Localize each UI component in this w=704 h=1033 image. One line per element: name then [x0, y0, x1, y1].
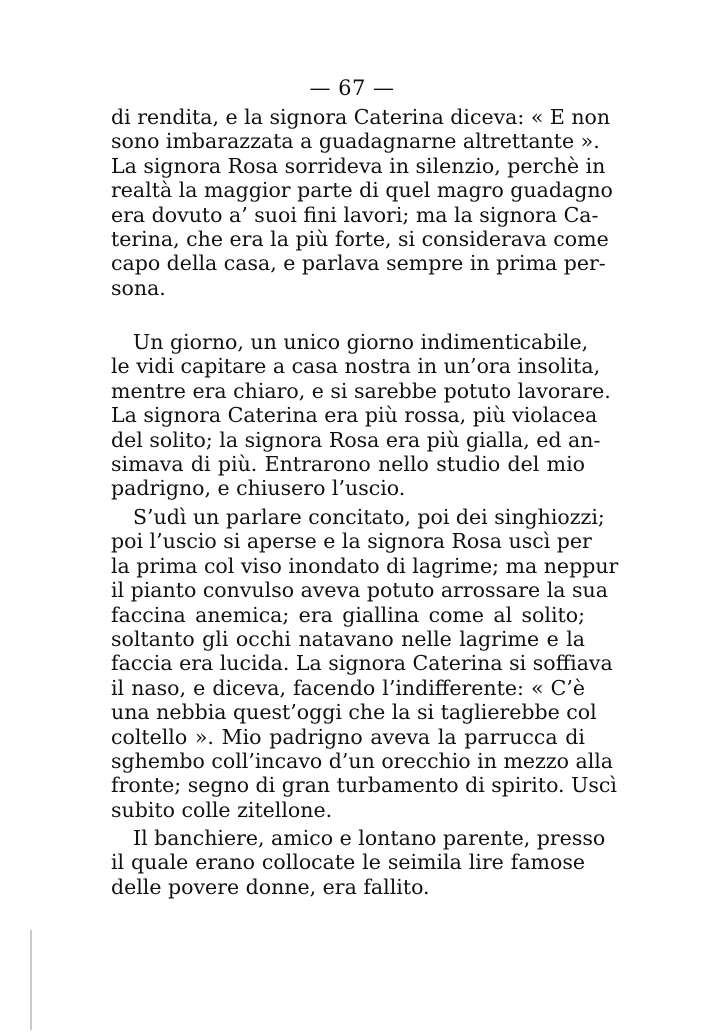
text-line: S’udì un parlare concitato, poi dei singhiozzi; [133, 505, 605, 529]
text-line: delle povere donne, era fallito. [111, 874, 430, 899]
text-line: le vidi capitare a casa nostra in un’ora insolita, [111, 354, 601, 379]
text-line: poi l’uscio si aperse e la signora Rosa uscì per [111, 529, 592, 554]
paragraph-1 [111, 105, 613, 300]
text-line: simava di più. Entrarono nello studio del mio [111, 451, 585, 476]
paragraph-4 [111, 826, 606, 899]
text-line: il quale erano collocate le seimila lire famose [111, 850, 585, 875]
text-line: Il banchiere, amico e lontano parente, presso [133, 826, 606, 850]
text-line: del solito; la signora Rosa era più gialla, ed an- [111, 427, 601, 452]
text-line: sghembo coll’incavo d’un orecchio in mezzo alla [111, 748, 614, 773]
text-line: faccina anemica; era giallina come al solito; [111, 602, 585, 627]
text-line: subito colle zitellone. [111, 797, 333, 822]
page-number: — 67 — [309, 76, 395, 100]
text-line: fronte; segno di gran turbamento di spirito. Uscì [111, 773, 617, 798]
text-line: la prima col viso inondato di lagrime; ma neppur [111, 553, 619, 578]
text-line: faccia era lucida. La signora Caterina si soffiava [111, 651, 613, 676]
text-line: il pianto convulso aveva potuto arrossare la sua [111, 578, 608, 603]
text-line: La signora Rosa sorrideva in silenzio, perchè in [111, 153, 606, 178]
text-line: capo della casa, e parlava sempre in prima per- [111, 251, 606, 276]
text-line: Un giorno, un unico giorno indimenticabile, [133, 330, 589, 354]
text-line: soltanto gli occhi natavano nelle lagrime e la [111, 626, 585, 651]
text-line: padrigno, e chiusero l’uscio. [111, 476, 406, 501]
paragraph-3 [111, 505, 619, 822]
text-line: il naso, e diceva, facendo l’indifferente: « C’è [111, 675, 585, 700]
text-line: di rendita, e la signora Caterina diceva: « E non [111, 105, 611, 129]
text-line: sono imbarazzata a guadagnarne altrettante ». [111, 129, 600, 154]
text-line: sona. [111, 275, 166, 300]
text-line: La signora Caterina era più rossa, più violacea [111, 403, 598, 428]
paragraph-2 [111, 330, 611, 501]
text-line: coltello ». Mio padrigno aveva la parrucca di [111, 724, 585, 749]
text-line: una nebbia quest’oggi che la si taglierebbe col [111, 700, 597, 725]
page-edge-mark [30, 930, 32, 1030]
text-line: realtà la maggior parte di quel magro guadagno [111, 178, 613, 203]
text-line: terina, che era la più forte, si considerava come [111, 226, 609, 251]
text-line: era dovuto a’ suoi fini lavori; ma la signora Ca- [111, 202, 599, 227]
text-line: mentre era chiaro, e si sarebbe potuto lavorare. [111, 378, 611, 403]
